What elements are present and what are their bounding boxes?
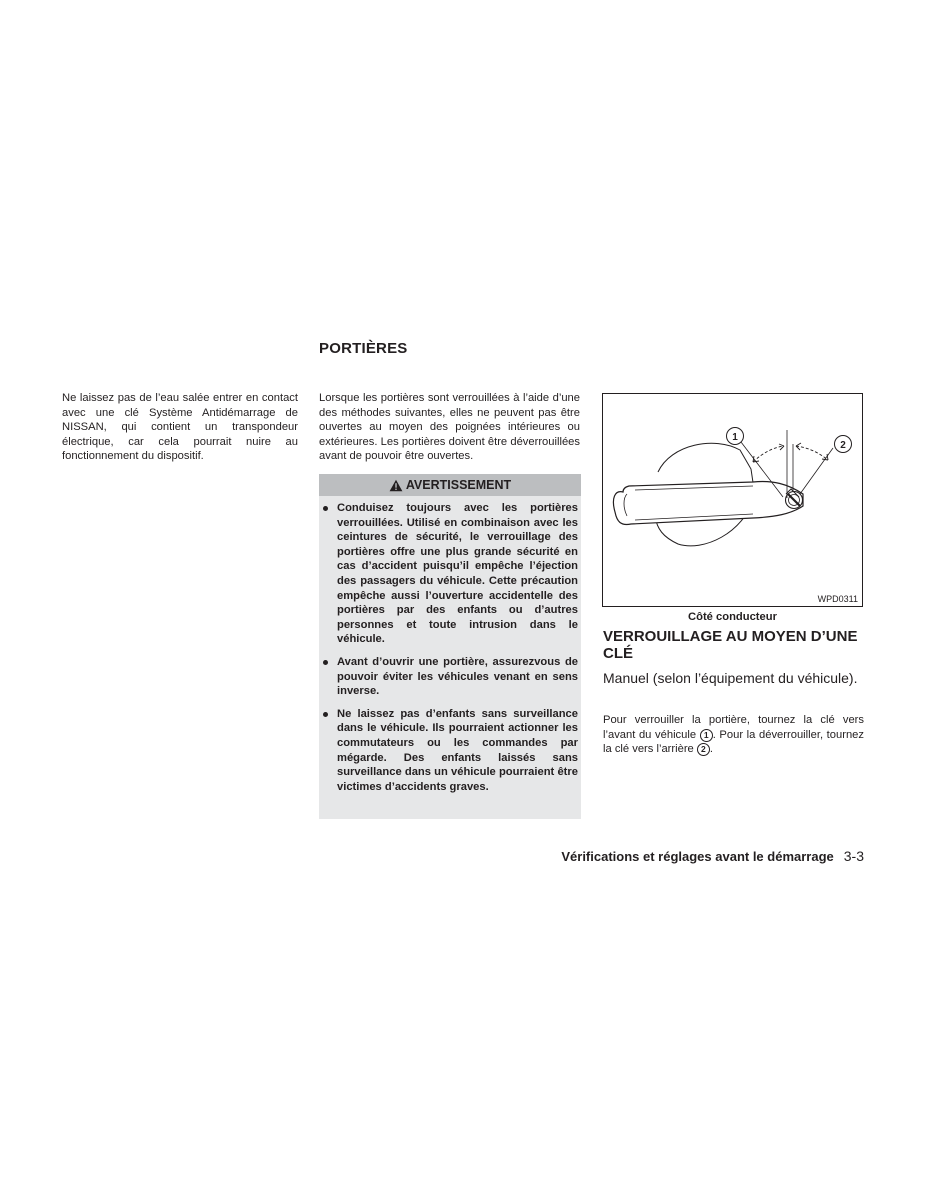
key-lock-paragraph bbox=[603, 713, 864, 757]
ref-1-icon: 1 bbox=[700, 729, 713, 742]
warning-item bbox=[319, 655, 581, 699]
key-lock-text-b: . Pour la déverrouiller, tournez la clé vers l’arrière bbox=[603, 728, 865, 756]
warning-item-text: Avant d’ouvrir une portière, assurezvous de pouvoir éviter les véhicules venant en sens inverse. bbox=[337, 655, 578, 698]
warning-item bbox=[319, 707, 581, 795]
warning-item-text: Ne laissez pas d’enfants sans surveillance dans le véhicule. Ils pourraient actionner les commutateurs ou les commandes par mégarde. Des enfants laissés sans surveillance dans un véhicule pourraient être victimes d’accidents graves. bbox=[337, 707, 578, 793]
paragraph-transponder-warning: Ne laissez pas de l’eau salée entrer en contact avec une clé Système Antidémarrage de NISSAN, qui contient un transpondeur électrique, car cela pourrait nuire au fonctionnement du dispositif. bbox=[62, 392, 298, 463]
figure-code: WPD0311 bbox=[817, 594, 858, 604]
key-lock-heading: VERROUILLAGE AU MOYEN D’UNE CLÉ bbox=[603, 628, 858, 662]
section-title: PORTIÈRES bbox=[319, 340, 408, 357]
page-number: 3-3 bbox=[843, 848, 864, 864]
warning-item-text: Conduisez toujours avec les portières verrouillées. Utilisé en combinaison avec les ceintures de sécurité, le verrouillage des portières offre une plus grande sécurité en cas d’accident puisqu’il empêche l’éjection des passagers du véhicule. Cette précaution empêche aussi l’ouverture accidentelle des portières par des enfants ou d’autres personnes et toute intrusion dans le véhicule. bbox=[337, 502, 578, 646]
figure-caption: Côté conducteur bbox=[688, 611, 777, 623]
warning-title: AVERTISSEMENT bbox=[405, 478, 512, 492]
key-lock-text-c: . bbox=[709, 743, 713, 756]
bullet-icon bbox=[323, 660, 328, 665]
warning-header bbox=[319, 474, 581, 496]
warning-item bbox=[319, 501, 581, 647]
key-lock-text-a: Pour verrouiller la portière, tournez la clé vers l’avant du véhicule bbox=[603, 714, 864, 741]
footer-title: Vérifications et réglages avant le démarrage bbox=[561, 849, 834, 864]
door-handle-figure bbox=[602, 393, 863, 607]
key-lock-subheading: Manuel (selon l’équipement du véhicule). bbox=[603, 670, 858, 686]
warning-triangle-icon bbox=[389, 479, 403, 492]
callout-1-label: 1 bbox=[732, 432, 738, 443]
paragraph-doors-intro: Lorsque les portières sont verrouillées à l’aide d’une des méthodes suivantes, elles ne peuvent pas être ouvertes au moyen des poignées intérieures ou extérieures. Les portières doivent être déverrouillées avant de pouvoir être ouvertes. bbox=[319, 392, 580, 463]
page-footer bbox=[561, 848, 864, 864]
door-handle-key-illustration bbox=[603, 394, 862, 606]
bullet-icon bbox=[323, 506, 328, 511]
warning-box bbox=[319, 474, 581, 819]
callout-2-label: 2 bbox=[840, 440, 846, 451]
ref-2-icon: 2 bbox=[697, 743, 710, 756]
warning-list bbox=[319, 501, 581, 802]
bullet-icon bbox=[323, 712, 328, 717]
